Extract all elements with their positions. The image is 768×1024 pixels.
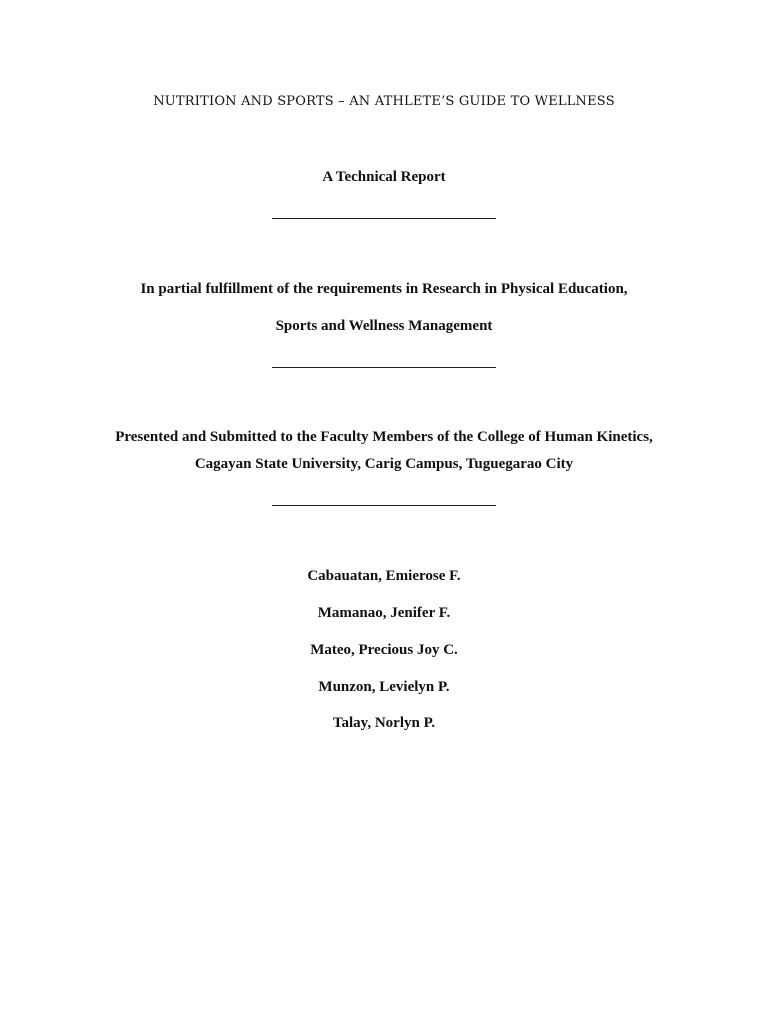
author-name: Talay, Norlyn P.: [332, 715, 436, 731]
author-name: Mamanao, Jenifer F.: [317, 605, 451, 621]
author-name: Munzon, Levielyn P.: [318, 679, 450, 695]
document-title: NUTRITION AND SPORTS – AN ATHLETE’S GUIDE TO WELLNESS: [153, 94, 615, 109]
presented-line-1: Presented and Submitted to the Faculty Members of the College of Human Kinetics,: [115, 429, 653, 445]
presented-line-2: Cagayan State University, Carig Campus, Tuguegarao City: [194, 456, 574, 472]
fulfillment-line-1: In partial fulfillment of the requirements in Research in Physical Education,: [140, 281, 628, 297]
author-name: Mateo, Precious Joy C.: [310, 642, 458, 658]
author-name: Cabauatan, Emierose F.: [307, 568, 461, 584]
divider-rule-2: [272, 367, 496, 368]
divider-rule-1: [272, 218, 496, 219]
report-type: A Technical Report: [322, 169, 446, 185]
fulfillment-line-2: Sports and Wellness Management: [275, 318, 493, 334]
divider-rule-3: [272, 505, 496, 506]
